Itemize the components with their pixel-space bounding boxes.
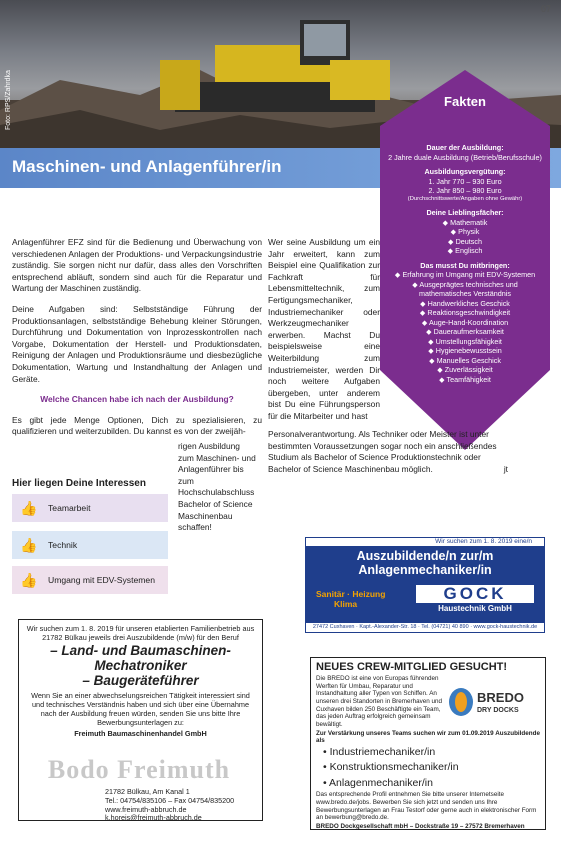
interest-label: Technik bbox=[48, 540, 78, 550]
ad-outro: Das entsprechende Profil entnehmen Sie bitte unserer Internetseite www.bredo.de/jobs. Bewerben Sie sich jetzt und senden uns Ihre Bewerbungsunterlagen an Frau Testorf oder gerne auch in elektronischer Form an bewerbung@bredo.de. bbox=[316, 791, 537, 822]
photo-credit: Foto: RPS/Zahrdka bbox=[5, 70, 12, 130]
duration-heading: Dauer der Ausbildung: bbox=[426, 143, 504, 152]
article-column-1 bbox=[12, 237, 262, 438]
interest-item bbox=[12, 494, 168, 522]
bredo-logo-text: BREDO bbox=[477, 690, 524, 705]
skill-item: ◆ Umstellungsfähigkeit bbox=[428, 336, 502, 346]
ad-headline-line: Auszubildende/n zur/m bbox=[356, 549, 494, 563]
pay-heading: Ausbildungsvergütung: bbox=[424, 167, 506, 176]
ad-company: Freimuth Baumaschinenhandel GmbH bbox=[74, 729, 207, 739]
skill-item: ◆ Ausgeprägtes technisches und mathematisches Verständnis bbox=[412, 279, 518, 299]
bredo-logo bbox=[447, 682, 539, 722]
gock-logo-sub: Haustechnik GmbH bbox=[438, 604, 512, 613]
page-number: 07 bbox=[540, 4, 551, 14]
article-paragraph: Deine Aufgaben sind: Selbstständige Führung der Produktionsanlagen, selbstständige Behebung kleiner Störungen, Durchführung und Dokumentation von Inprozesskontrollen nach Vorgabe, Dokumentation der Herstell- und Produktionsdaten, Reinigung der Anlagen und Produktionsräume und diesbezügliche Dokumentation, Wartung und Instandhaltung der Anlagen und Geräte. bbox=[12, 303, 262, 384]
thumbs-up-icon: 👍 bbox=[20, 571, 38, 588]
skill-item: ◆ Manuelles Geschick bbox=[429, 355, 501, 365]
ad-headline-line: Anlagenmechaniker/in bbox=[358, 563, 492, 578]
article-column-1-tail: rigen Ausbildung zum Maschinen- und Anlagenführer bis zum Hochschulabschluss Bachelor of Science Maschinenbau schaffen! bbox=[178, 441, 256, 533]
skill-item: ◆ Erfahrung im Umgang mit EDV-Systemen bbox=[394, 270, 536, 280]
page-title: Maschinen- und Anlagenführer/in bbox=[12, 157, 282, 176]
ad-text: Wenn Sie an einer abwechselungsreichen Tätigkeit interessiert sind und technisches Verständnis haben und sich über eine Übernahme nach der Ausbildung freuen würden, senden Sie uns bitte Ihre Bewerbungsunterlagen zu: bbox=[31, 690, 250, 728]
subject-item: ◆ Englisch bbox=[447, 246, 483, 256]
skill-item: ◆ Reaktionsgeschwindigkeit bbox=[419, 308, 511, 318]
service-line: Sanitär · Heizung bbox=[316, 589, 386, 599]
pay-year-1: 1. Jahr 770 – 930 Euro bbox=[428, 176, 502, 186]
author-initials: jt bbox=[503, 463, 508, 474]
website-link[interactable]: www.freimuth-abbruch.de bbox=[105, 804, 187, 814]
ad-job: Mechatroniker bbox=[94, 658, 187, 674]
ad-footer: 27472 Cuxhaven · Kapt.-Alexander-Str. 18 · Tel. (04721) 40 890 · www.gock-haustechnik.de bbox=[306, 623, 544, 632]
ad-intro: Wir suchen zum 1. 8. 2019 für unseren etablierten Familienbetrieb aus 21782 Bülkau jeweils drei Auszubildende (m/w) für den Beruf bbox=[26, 624, 255, 643]
ad-job: • Industriemechaniker/in bbox=[323, 746, 436, 759]
skill-item: ◆ Teamfähigkeit bbox=[439, 374, 491, 384]
ad-footer: BREDO Dockgesellschaft mbH – Dockstraße 19 – 27572 Bremerhaven bbox=[316, 823, 525, 831]
ad-gock[interactable] bbox=[305, 537, 545, 633]
thumbs-up-icon: 👍 bbox=[20, 536, 38, 553]
ad-address bbox=[105, 788, 234, 823]
bodo-freimuth-logo: Bodo Freimuth bbox=[47, 755, 231, 784]
pay-note: (Durchschnittswerte/Angaben ohne Gewähr) bbox=[407, 195, 523, 202]
skill-item: ◆ Daueraufmerksamkeit bbox=[426, 327, 504, 337]
ad-bodo-freimuth[interactable] bbox=[18, 619, 263, 821]
ad-intro: Die BREDO ist eine von Europas führenden Werften für Umbau, Reparatur und Instandhaltung aller Typen von Schiffen. An unseren drei Standorten in Bremerhaven und Cuxhaven bilden 250 Beschäftigte ein Team, das jeden Auftrag erfolgreich gemeinsam bewältigt. bbox=[316, 675, 443, 729]
article-column-2-continued bbox=[268, 429, 514, 475]
ad-job: – Baugeräteführer bbox=[82, 672, 199, 688]
skill-item: ◆ Auge-Hand-Koordination bbox=[421, 317, 509, 327]
facts-header: Fakten bbox=[444, 94, 486, 109]
address-line: 21782 Bülkau, Am Kanal 1 bbox=[105, 787, 190, 796]
article-question: Welche Chancen habe ich nach der Ausbildung? bbox=[40, 394, 234, 405]
duration-text: 2 Jahre duale Ausbildung (Betrieb/Berufsschule) bbox=[388, 152, 542, 162]
service-line: Klima bbox=[334, 599, 358, 610]
ad-search-line: Zur Verstärkung unseres Teams suchen wir zum 01.09.2019 Auszubildende als bbox=[316, 729, 540, 745]
subject-item: ◆ Mathematik bbox=[442, 217, 488, 227]
facts-body bbox=[388, 138, 542, 384]
ad-headline bbox=[314, 549, 536, 578]
thumbs-up-icon: 👍 bbox=[20, 499, 38, 516]
article-paragraph: Es gibt jede Menge Optionen, Dich zu spezialisieren, zu qualifizieren und weiterzubilden. Du kannst es von der zweijäh- bbox=[12, 414, 262, 437]
skill-item: ◆ Zuverlässigkeit bbox=[437, 365, 493, 375]
ad-services bbox=[316, 589, 385, 609]
interests-title: Hier liegen Deine Interessen bbox=[12, 478, 146, 489]
address-line: Tel.: 04754/835106 – Fax 04754/835200 bbox=[105, 795, 235, 805]
subjects-heading: Deine Lieblingsfächer: bbox=[426, 208, 504, 218]
ad-job: • Konstruktionsmechaniker/in bbox=[323, 761, 459, 774]
ad-headline: NEUES CREW-MITGLIED GESUCHT! bbox=[316, 661, 508, 673]
email-link[interactable]: k.horeis@freimuth-abbruch.de bbox=[105, 813, 202, 823]
gock-logo: GOCK bbox=[416, 585, 534, 603]
interest-item bbox=[12, 566, 168, 594]
ad-job: • Anlagenmechaniker/in bbox=[323, 776, 433, 789]
article-paragraph: Anlagenführer EFZ sind für die Bedienung und Überwachung von verschiedenen Anlagen der Produktions- und Verpackungsindustrie zuständig. Sie sorgen nicht nur dafür, dass alles den Vorschriften entsprechend abläuft, sondern sind auch für die Reparatur und Wartung der Maschinen zuständig. bbox=[12, 237, 262, 294]
subject-item: ◆ Deutsch bbox=[448, 236, 482, 246]
ad-top-line: Wir suchen zum 1. 8. 2019 eine/n bbox=[306, 538, 544, 546]
skills-heading: Das musst Du mitbringen: bbox=[420, 260, 510, 270]
article-column-2: Wer seine Ausbildung um ein Jahr erweitert, kann zum Beispiel eine Qualifikation zur Fachkraft für Lebensmitteltechnik, zum Fertigungsmechaniker, Industriemechaniker oder Werkzeugmechaniker erwerben. Machst Du beispielsweise eine Weiterbildung zum Industriemeister, werden Dir noch weitere Aufgaben übergeben, unter anderem bist Du eine Führungsperson für die Mitarbeiter und hast bbox=[268, 237, 380, 421]
interest-label: Umgang mit EDV-Systemen bbox=[48, 575, 155, 585]
article-paragraph: Personalverantwortung. Als Techniker oder Meister ist unter bestimmten Voraussetzungen sogar noch ein anschließendes Studium als Bachelor of Science Produktionstechnik oder Bachelor of Science Maschinenbau möglich. bbox=[268, 429, 497, 474]
interest-item bbox=[12, 531, 168, 559]
skill-item: ◆ Handwerkliches Geschick bbox=[420, 298, 510, 308]
ad-job: – Land- und Baumaschinen- bbox=[50, 643, 231, 659]
bredo-logo-sub: DRY DOCKS bbox=[477, 707, 519, 714]
pay-year-2: 2. Jahr 850 – 980 Euro bbox=[428, 186, 502, 195]
subject-item: ◆ Physik bbox=[450, 227, 480, 237]
ad-bredo[interactable] bbox=[310, 657, 546, 830]
interest-label: Teamarbeit bbox=[48, 503, 91, 513]
skill-item: ◆ Hygienebewusstsein bbox=[428, 346, 502, 356]
